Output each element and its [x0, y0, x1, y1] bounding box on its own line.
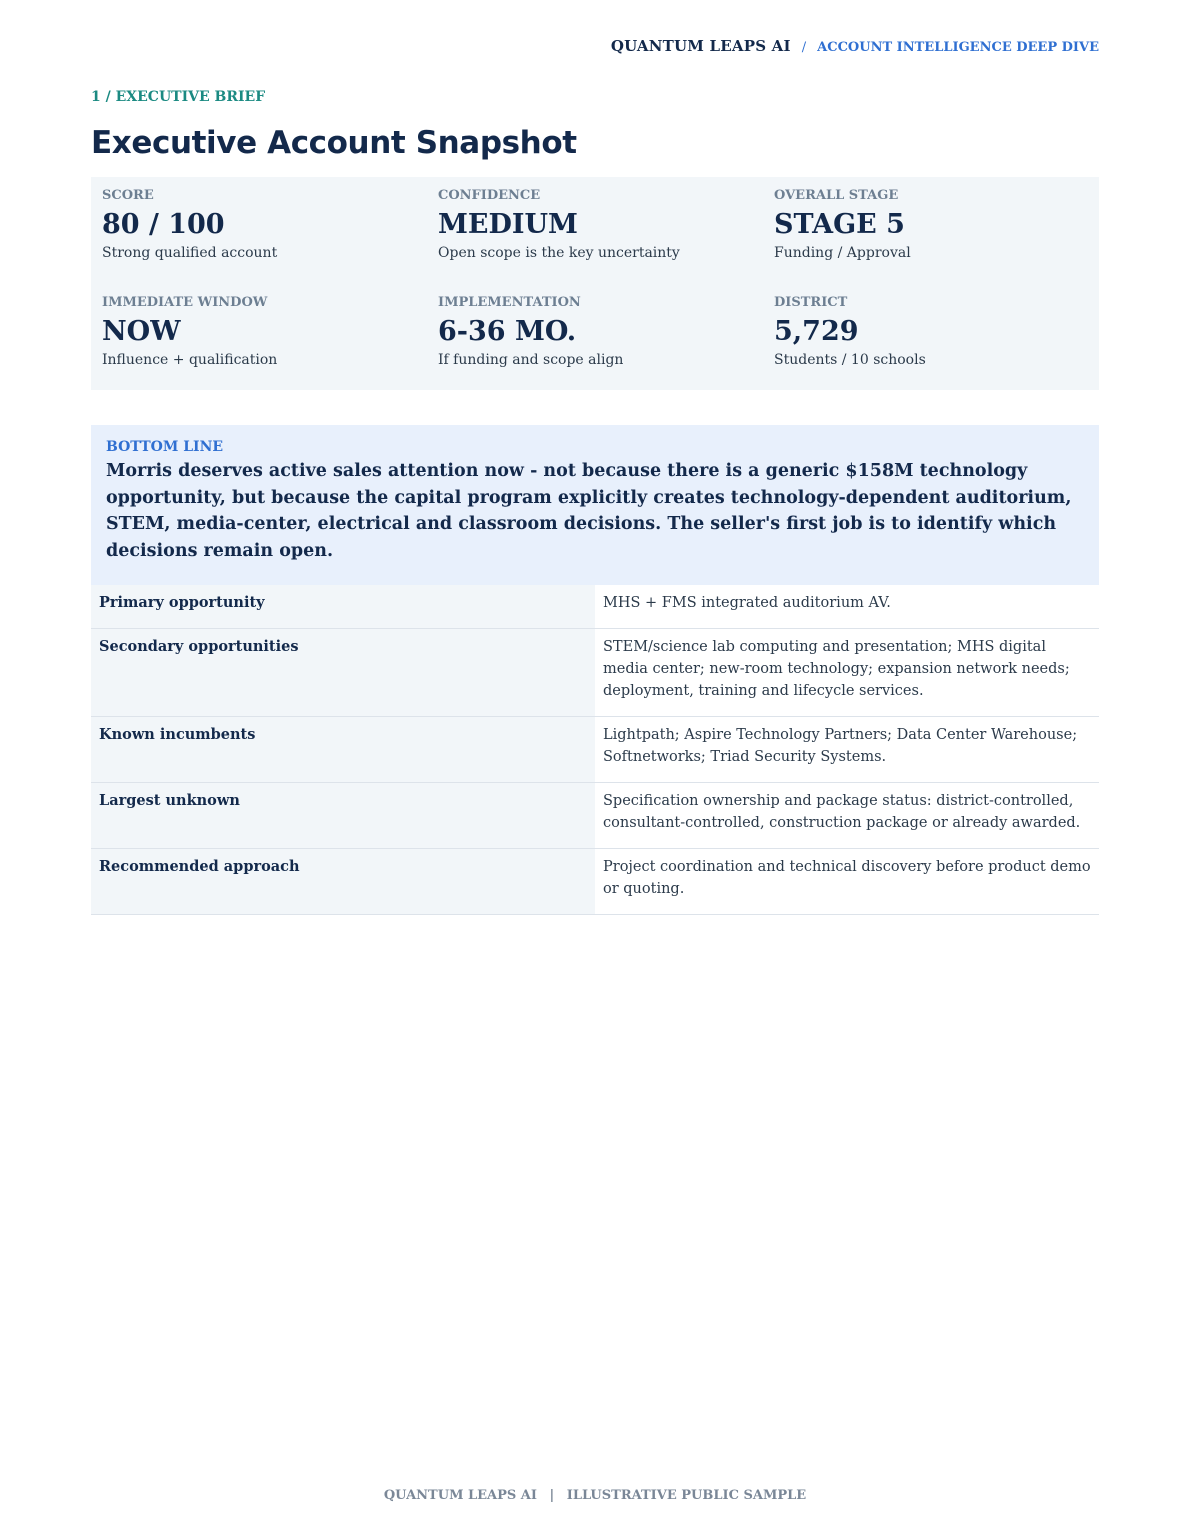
footer-brand: QUANTUM LEAPS AI	[383, 1488, 537, 1503]
kpi-panel	[91, 177, 1099, 390]
row-value: Specification ownership and package status: district-controlled, consultant-controlled, construction package or already awarded.	[595, 783, 1099, 849]
kpi-district	[774, 295, 1094, 369]
kpi-label: OVERALL STAGE	[774, 188, 899, 203]
kpi-value: STAGE 5	[774, 209, 905, 240]
kpi-subtext: Influence + qualification	[102, 352, 278, 368]
row-value: Project coordination and technical discovery before product demo or quoting.	[595, 849, 1099, 915]
header-separator: /	[801, 40, 807, 55]
bottom-line-callout	[91, 425, 1099, 585]
table-row	[91, 717, 1099, 783]
kpi-value: NOW	[102, 316, 181, 347]
row-value: MHS + FMS integrated auditorium AV.	[595, 585, 1099, 629]
page-title: Executive Account Snapshot	[91, 125, 577, 161]
section-label: 1 / EXECUTIVE BRIEF	[91, 89, 266, 105]
kpi-overall-stage	[774, 188, 1094, 262]
kpi-label: IMPLEMENTATION	[438, 295, 581, 310]
header-brand: QUANTUM LEAPS AI	[610, 37, 791, 55]
kpi-label: IMMEDIATE WINDOW	[102, 295, 268, 310]
page-header	[611, 37, 1099, 55]
footer-separator: |	[549, 1488, 555, 1503]
kpi-implementation	[438, 295, 758, 369]
header-document-title: ACCOUNT INTELLIGENCE DEEP DIVE	[817, 40, 1099, 55]
table-row	[91, 783, 1099, 849]
footer-note: ILLUSTRATIVE PUBLIC SAMPLE	[566, 1488, 807, 1503]
kpi-value: 5,729	[774, 316, 859, 347]
row-key: Largest unknown	[91, 783, 595, 849]
row-key: Primary opportunity	[91, 585, 595, 629]
kpi-confidence	[438, 188, 758, 262]
kpi-subtext: Strong qualified account	[102, 245, 278, 261]
kpi-label: SCORE	[102, 188, 154, 203]
kpi-subtext: Students / 10 schools	[774, 352, 926, 368]
bottom-line-label: BOTTOM LINE	[106, 439, 224, 455]
row-key: Secondary opportunities	[91, 629, 595, 717]
kpi-subtext: If funding and scope align	[438, 352, 624, 368]
kpi-label: CONFIDENCE	[438, 188, 541, 203]
row-value: STEM/science lab computing and presentation; MHS digital media center; new-room technology; expansion network needs; deployment, training and lifecycle services.	[595, 629, 1099, 717]
kpi-value: MEDIUM	[438, 209, 578, 240]
row-value: Lightpath; Aspire Technology Partners; Data Center Warehouse; Softnetworks; Triad Security Systems.	[595, 717, 1099, 783]
page-footer	[0, 1488, 1190, 1503]
row-key: Known incumbents	[91, 717, 595, 783]
table-row	[91, 585, 1099, 629]
kpi-score	[102, 188, 422, 262]
kpi-value: 6-36 MO.	[438, 316, 577, 347]
kpi-value: 80 / 100	[102, 209, 225, 240]
table-row	[91, 629, 1099, 717]
bottom-line-text: Morris deserves active sales attention now - not because there is a generic $158M technology opportunity, but because the capital program explicitly creates technology-dependent auditorium, STEM, media-center, electrical and classroom decisions. The seller's first job is to identify which decisions remain open.	[106, 461, 1072, 561]
kpi-immediate-window	[102, 295, 422, 369]
table-row	[91, 849, 1099, 915]
kpi-subtext: Open scope is the key uncertainty	[438, 245, 680, 261]
row-key: Recommended approach	[91, 849, 595, 915]
kpi-subtext: Funding / Approval	[774, 245, 911, 261]
opportunity-details-table	[91, 585, 1099, 915]
kpi-label: DISTRICT	[774, 295, 848, 310]
